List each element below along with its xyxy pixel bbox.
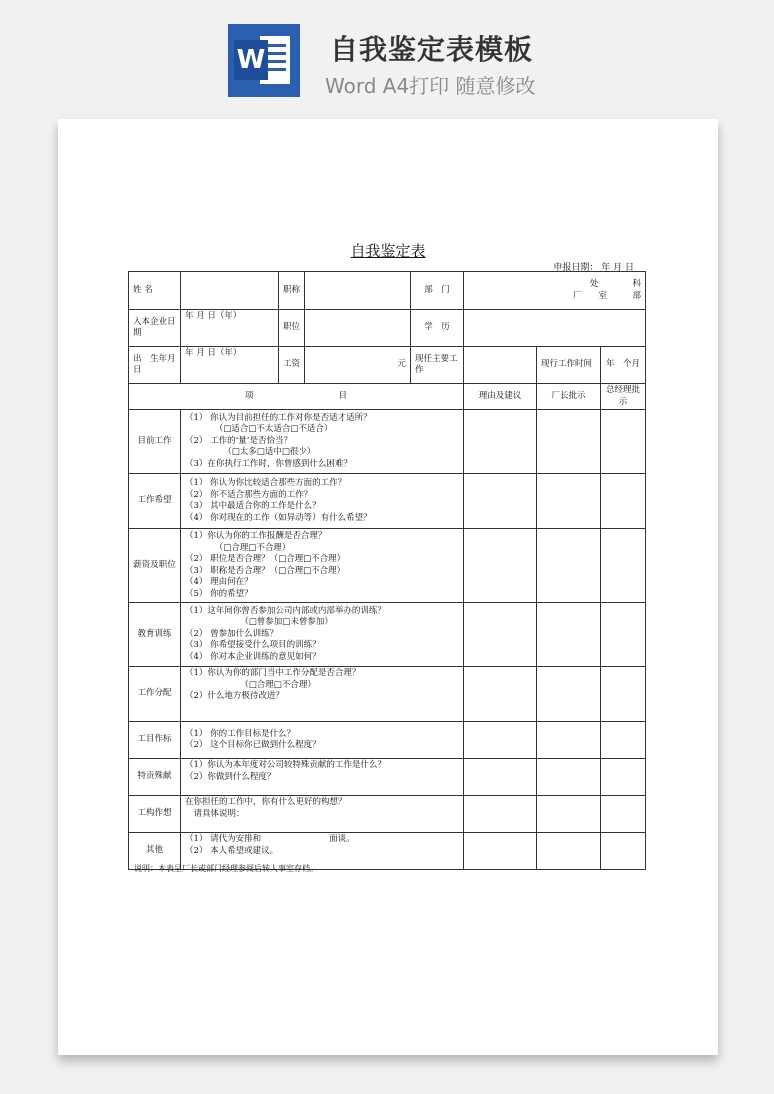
section-label: 教育训练 — [129, 603, 181, 667]
post-field[interactable] — [305, 272, 411, 310]
director-cell[interactable] — [537, 722, 601, 759]
section-label: 特贡殊献 — [129, 759, 181, 796]
gm-cell[interactable] — [601, 667, 646, 722]
gm-cell[interactable] — [601, 474, 646, 529]
salary-label: 工资 — [279, 347, 305, 384]
entry-date-label: 入本企业日 期 — [129, 310, 181, 347]
director-cell[interactable] — [537, 833, 601, 870]
reason-cell[interactable] — [464, 529, 537, 603]
name-label: 姓 名 — [129, 272, 181, 310]
post-label: 职称 — [279, 272, 305, 310]
appraisal-form-table — [128, 271, 646, 870]
report-date: 申报日期： 年 月 日 — [553, 263, 634, 273]
position-label: 职位 — [279, 310, 305, 347]
gm-cell[interactable] — [601, 603, 646, 667]
dept-factory-line: 厂 室 部 — [573, 290, 642, 301]
section-questions: （1）你认为你的工作报酬是否合理？ （□合理□不合理） （2） 职位是否合理？（□合理□不合理） （3） 职称是否合理？（□合理□不合理） （4） 理由何在？ （5） 你的希望？ — [181, 529, 464, 603]
director-header: 厂长批示 — [537, 384, 601, 410]
director-cell[interactable] — [537, 474, 601, 529]
salary-field[interactable]: 元 — [305, 347, 411, 384]
document-title: 自我鉴定表 — [350, 242, 426, 260]
section-label: 薪资及职位 — [129, 529, 181, 603]
section-questions: （1）这年间你曾否参加公司内部或内部举办的训练？ （□曾参加□未曾参加） （2） 曾参加什么训练？ （3） 你希望接受什么项目的训练？ （4） 你对本企业训练的意见如何？ — [181, 603, 464, 667]
reason-cell[interactable] — [464, 759, 537, 796]
reason-cell[interactable] — [464, 833, 537, 870]
birth-field[interactable]: 年 月 日（年） — [181, 347, 279, 384]
reason-cell[interactable] — [464, 410, 537, 474]
section-questions: 在你担任的工作中，你有什么更好的构想？ 请具体说明： — [181, 796, 464, 833]
gm-cell[interactable] — [601, 529, 646, 603]
section-questions: （1） 你认为目前担任的工作对你是否适才适所？ （□适合□不太适合□不适合） （2） 工作的‘量’是否恰当？ （□太多□适中□很少） （3）在你执行工作时，你曾感到什么困难？ — [181, 410, 464, 474]
reason-header: 理由及建议 — [464, 384, 537, 410]
current-work-label: 现任主要工作 — [411, 347, 464, 384]
dept-office-line: 处 科 — [590, 279, 642, 289]
education-field[interactable] — [464, 310, 646, 347]
director-cell[interactable] — [537, 603, 601, 667]
template-subtitle: Word A4打印 随意修改 — [325, 74, 536, 98]
section-questions: （1） 你认为你比较适合那些方面的工作？ （2） 你不适合那些方面的工作？ （3） 其中最适合你的工作是什么？ （4） 你对现在的工作（如异动等）有什么希望？ — [181, 474, 464, 529]
reason-cell[interactable] — [464, 722, 537, 759]
dept-field[interactable] — [464, 272, 646, 310]
word-icon: W — [228, 24, 300, 97]
entry-date-field[interactable]: 年 月 日（年） — [181, 310, 279, 347]
reason-cell[interactable] — [464, 474, 537, 529]
section-questions: （1） 请代为安排和 面谈。 （2） 本人希望或建议。 — [181, 833, 464, 870]
dept-label: 部 门 — [411, 272, 464, 310]
position-field[interactable] — [305, 310, 411, 347]
gm-cell[interactable] — [601, 722, 646, 759]
footnote: 说明：本表呈厂长或部门经理参阅后转人事室存档。 — [134, 864, 318, 873]
section-label: 目前工作 — [129, 410, 181, 474]
name-field[interactable] — [181, 272, 279, 310]
birth-label: 出 生年月日 — [129, 347, 181, 384]
gm-cell[interactable] — [601, 759, 646, 796]
gm-cell[interactable] — [601, 833, 646, 870]
current-work-field[interactable] — [464, 347, 537, 384]
item-header: 项 目 — [129, 384, 464, 410]
director-cell[interactable] — [537, 796, 601, 833]
gm-header: 总经理批示 — [601, 384, 646, 410]
section-label: 工构作想 — [129, 796, 181, 833]
section-questions: （1）你认为本年度对公司较特殊贡献的工作是什么？ （2）你做到什么程度？ — [181, 759, 464, 796]
reason-cell[interactable] — [464, 796, 537, 833]
section-label: 工目作标 — [129, 722, 181, 759]
director-cell[interactable] — [537, 410, 601, 474]
template-title: 自我鉴定表模板 — [330, 33, 534, 66]
reason-cell[interactable] — [464, 667, 537, 722]
document-page — [58, 119, 718, 1055]
education-label: 学 历 — [411, 310, 464, 347]
director-cell[interactable] — [537, 529, 601, 603]
section-questions: （1）你认为你的部门当中工作分配是否合理？ （□合理□不合理） （2）什么地方极待改进？ — [181, 667, 464, 722]
current-time-field[interactable]: 年 个月 — [601, 347, 646, 384]
gm-cell[interactable] — [601, 796, 646, 833]
director-cell[interactable] — [537, 759, 601, 796]
section-questions: （1） 你的工作目标是什么？ （2） 这个目标你已做到什么程度？ — [181, 722, 464, 759]
director-cell[interactable] — [537, 667, 601, 722]
current-time-label: 现行工作时间 — [537, 347, 601, 384]
section-label: 工作分配 — [129, 667, 181, 722]
section-label: 其他 — [129, 833, 181, 870]
reason-cell[interactable] — [464, 603, 537, 667]
gm-cell[interactable] — [601, 410, 646, 474]
section-label: 工作希望 — [129, 474, 181, 529]
page-header — [0, 0, 774, 110]
